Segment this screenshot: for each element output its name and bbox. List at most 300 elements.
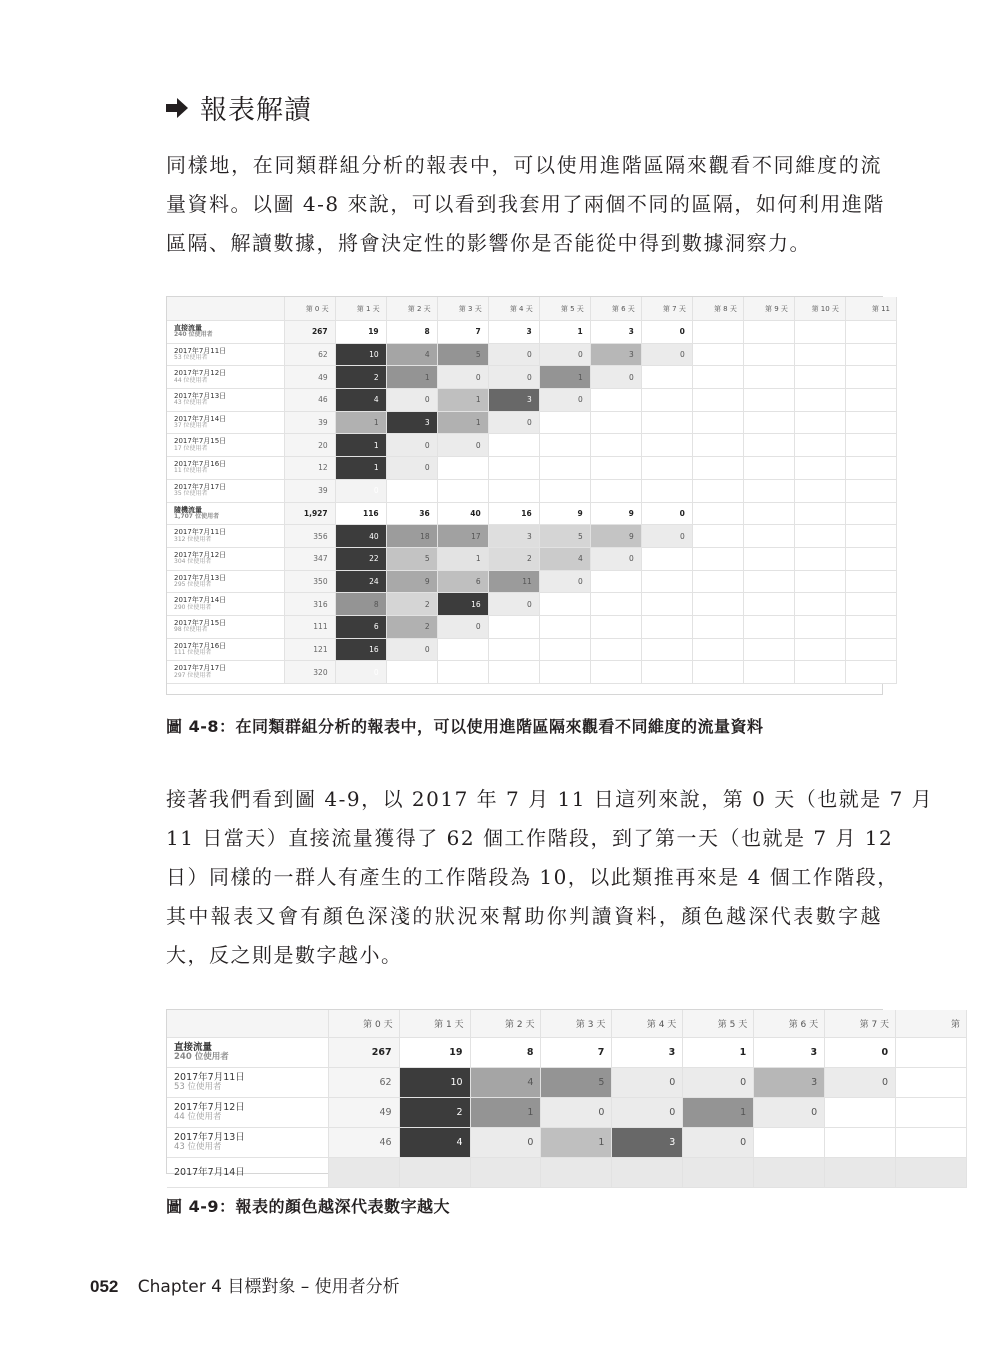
body-line: 11 日當天）直接流量獲得了 62 個工作階段，到了第一天（也就是 7 月 12 [166, 826, 894, 850]
cohort-date-label [167, 570, 284, 593]
cohort-cell: 1 [470, 1098, 541, 1128]
row-label: 2017年7月12日 [174, 550, 227, 559]
cohort-row [167, 343, 897, 366]
cohort-cell [692, 389, 743, 412]
cohort-cell [825, 1158, 896, 1188]
cohort-cell: 5 [539, 525, 590, 548]
cohort-cell [845, 457, 896, 480]
cohort-cell [743, 479, 794, 502]
cohort-row [167, 1068, 967, 1098]
segment-row [167, 1038, 967, 1068]
cohort-cell: 3 [488, 321, 539, 344]
day0-cell: 350 [284, 570, 335, 593]
intro-line: 同樣地，在同類群組分析的報表中，可以使用進階區隔來觀看不同維度的流 [166, 153, 882, 177]
cohort-cell [437, 479, 488, 502]
cohort-cell: 0 [386, 434, 437, 457]
day-header[interactable]: 第 9 天 [743, 297, 794, 321]
cohort-cell [539, 457, 590, 480]
row-sublabel: 43 位使用者 [174, 399, 208, 407]
day-header[interactable]: 第 0 天 [328, 1010, 399, 1038]
cohort-cell [488, 615, 539, 638]
cohort-cell: 0 [641, 321, 692, 344]
day0-cell: 356 [284, 525, 335, 548]
cohort-cell: 1 [539, 321, 590, 344]
cohort-cell [692, 411, 743, 434]
row-sublabel: 11 位使用者 [174, 467, 208, 475]
cohort-cell: 0 [539, 389, 590, 412]
cohort-cell [845, 525, 896, 548]
cohort-cell [845, 615, 896, 638]
cohort-cell: 0 [641, 502, 692, 525]
cohort-cell: 1 [335, 434, 386, 457]
day-header[interactable]: 第 3 天 [541, 1010, 612, 1038]
cohort-cell [488, 434, 539, 457]
body-line: 接著我們看到圖 4-9，以 2017 年 7 月 11 日這列來說，第 0 天（也就是 7 月 [166, 787, 934, 811]
day0-cell: 49 [284, 366, 335, 389]
cohort-row [167, 593, 897, 616]
cohort-cell [845, 411, 896, 434]
cohort-date-label [167, 1068, 328, 1098]
cohort-cell: 0 [641, 343, 692, 366]
cohort-cell [692, 321, 743, 344]
cohort-row [167, 638, 897, 661]
cohort-cell [794, 343, 845, 366]
cohort-cell: 0 [488, 593, 539, 616]
cohort-cell [386, 479, 437, 502]
cohort-cell [437, 661, 488, 684]
cohort-cell [794, 479, 845, 502]
cohort-cell: 0 [335, 479, 386, 502]
body-line: 日）同樣的一群人有產生的工作階段為 10，以此類推再來是 4 個工作階段， [166, 865, 899, 889]
row-label: 2017年7月11日 [174, 528, 227, 537]
cohort-cell [641, 638, 692, 661]
cohort-cell: 0 [683, 1068, 754, 1098]
cohort-cell [692, 593, 743, 616]
row-label: 直接流量 [174, 324, 202, 333]
cohort-cell: 2 [386, 615, 437, 638]
row-sublabel: 43 位使用者 [174, 1142, 222, 1153]
cohort-cell: 0 [612, 1098, 683, 1128]
page-footer [90, 1272, 400, 1297]
cohort-cell: 3 [612, 1038, 683, 1068]
row-label: 2017年7月12日 [174, 369, 227, 378]
cohort-cell [794, 457, 845, 480]
cohort-cell: 10 [399, 1068, 470, 1098]
row-label: 2017年7月11日 [174, 346, 227, 355]
row-sublabel: 37 位使用者 [174, 422, 208, 430]
cohort-cell: 0 [437, 434, 488, 457]
row-sublabel: 290 位使用者 [174, 603, 212, 611]
cohort-date-label [167, 525, 284, 548]
cohort-cell [743, 615, 794, 638]
cohort-cell: 9 [590, 525, 641, 548]
cohort-cell: 0 [825, 1038, 896, 1068]
row-label: 2017年7月15日 [174, 618, 227, 627]
cohort-row [167, 1128, 967, 1158]
cohort-cell [754, 1128, 825, 1158]
cohort-row [167, 434, 897, 457]
cohort-date-label [167, 457, 284, 480]
chapter-title: Chapter 4 目標對象 – 使用者分析 [137, 1277, 400, 1297]
figure-4-9-caption: 圖 4-9：報表的顏色越深代表數字越大 [166, 1197, 450, 1216]
cohort-date-label [167, 1158, 328, 1188]
cohort-cell [692, 366, 743, 389]
cohort-cell: 0 [488, 411, 539, 434]
cohort-cell: 8 [470, 1038, 541, 1068]
row-label: 2017年7月12日 [174, 1102, 245, 1114]
cohort-cell: 0 [754, 1098, 825, 1128]
cohort-cell [590, 570, 641, 593]
cohort-cell [539, 434, 590, 457]
cohort-cell: 0 [488, 343, 539, 366]
cohort-cell: 4 [470, 1068, 541, 1098]
row-label: 2017年7月13日 [174, 1132, 245, 1144]
cohort-row [167, 615, 897, 638]
cohort-cell: 2 [386, 593, 437, 616]
cohort-row [167, 457, 897, 480]
row-sublabel: 44 位使用者 [174, 1112, 222, 1123]
intro-paragraph [166, 146, 885, 263]
cohort-cell: 40 [335, 525, 386, 548]
row-sublabel: 17 位使用者 [174, 444, 208, 452]
cohort-cell [399, 1158, 470, 1188]
row-label: 2017年7月16日 [174, 460, 227, 469]
cohort-cell: 0 [590, 547, 641, 570]
cohort-cell: 1 [386, 366, 437, 389]
cohort-cell [743, 366, 794, 389]
day-header[interactable]: 第 7 天 [825, 1010, 896, 1038]
cohort-date-label [167, 593, 284, 616]
cohort-cell [641, 547, 692, 570]
cohort-cell [692, 434, 743, 457]
cohort-cell [641, 366, 692, 389]
day0-cell: 46 [328, 1128, 399, 1158]
cohort-cell [590, 434, 641, 457]
cohort-cell [896, 1128, 967, 1158]
cohort-cell [794, 502, 845, 525]
cohort-cell [641, 570, 692, 593]
cohort-cell: 5 [386, 547, 437, 570]
cohort-cell: 19 [399, 1038, 470, 1068]
day-header[interactable]: 第 5 天 [539, 297, 590, 321]
cohort-cell: 0 [641, 525, 692, 548]
cohort-cell [590, 661, 641, 684]
row-label: 2017年7月14日 [174, 1166, 245, 1178]
day0-cell: 62 [284, 343, 335, 366]
day-header[interactable]: 第 0 天 [284, 297, 335, 321]
day0-cell: 20 [284, 434, 335, 457]
cohort-cell: 24 [335, 570, 386, 593]
day0-cell: 62 [328, 1068, 399, 1098]
segment-row [167, 321, 897, 344]
cohort-date-label [167, 343, 284, 366]
cohort-cell: 18 [386, 525, 437, 548]
row-label: 2017年7月13日 [174, 392, 227, 401]
row-label: 2017年7月13日 [174, 573, 227, 582]
cohort-cell [896, 1158, 967, 1188]
cohort-row [167, 366, 897, 389]
day0-cell [328, 1158, 399, 1188]
cohort-cell: 0 [437, 615, 488, 638]
day-header[interactable]: 第 5 天 [683, 1010, 754, 1038]
cohort-cell [641, 389, 692, 412]
day0-cell: 49 [328, 1098, 399, 1128]
day-header[interactable]: 第 7 天 [641, 297, 692, 321]
segment-label [167, 321, 284, 344]
cohort-cell [845, 434, 896, 457]
cohort-cell [692, 570, 743, 593]
cohort-cell: 0 [386, 457, 437, 480]
body-line: 大，反之則是數字越小。 [166, 943, 403, 967]
cohort-table-figure-4-8 [166, 296, 890, 695]
cohort-cell: 0 [488, 366, 539, 389]
cohort-cell [488, 457, 539, 480]
cohort-cell: 7 [541, 1038, 612, 1068]
cohort-cell: 1 [437, 547, 488, 570]
cohort-cell: 0 [386, 638, 437, 661]
cohort-cell: 0 [590, 366, 641, 389]
cohort-cell [794, 389, 845, 412]
day-header[interactable]: 第 4 天 [612, 1010, 683, 1038]
day0-cell: 12 [284, 457, 335, 480]
cohort-cell [845, 502, 896, 525]
cohort-cell [641, 434, 692, 457]
day-header[interactable]: 第 10 天 [794, 297, 845, 321]
cohort-cell [692, 547, 743, 570]
cohort-cell: 6 [437, 570, 488, 593]
cohort-cell [743, 389, 794, 412]
body-paragraph [166, 780, 934, 975]
cohort-cell: 0 [612, 1068, 683, 1098]
header-corner [167, 297, 284, 321]
cohort-date-label [167, 366, 284, 389]
cohort-cell: 1 [683, 1038, 754, 1068]
row-sublabel: 98 位使用者 [174, 626, 208, 634]
cohort-cell: 1 [683, 1098, 754, 1128]
cohort-cell: 2 [399, 1098, 470, 1128]
cohort-cell [641, 615, 692, 638]
cohort-cell [470, 1158, 541, 1188]
cohort-cell [641, 457, 692, 480]
day-header[interactable]: 第 4 天 [488, 297, 539, 321]
cohort-cell: 9 [539, 502, 590, 525]
segment-row [167, 502, 897, 525]
day-header[interactable]: 第 3 天 [437, 297, 488, 321]
cohort-cell [845, 343, 896, 366]
cohort-date-label [167, 1098, 328, 1128]
day0-cell: 320 [284, 661, 335, 684]
cohort-cell [743, 593, 794, 616]
cohort-row [167, 411, 897, 434]
row-label: 2017年7月17日 [174, 664, 227, 673]
row-label: 2017年7月11日 [174, 1072, 245, 1084]
row-label: 隨機流量 [174, 505, 202, 514]
row-label: 2017年7月14日 [174, 596, 227, 605]
cohort-cell: 16 [488, 502, 539, 525]
cohort-cell [539, 479, 590, 502]
cohort-cell: 10 [335, 343, 386, 366]
cohort-cell: 0 [825, 1068, 896, 1098]
cohort-cell: 3 [488, 389, 539, 412]
day0-cell: 39 [284, 411, 335, 434]
cohort-cell [845, 661, 896, 684]
header-corner [167, 1010, 328, 1038]
cohort-cell: 0 [335, 661, 386, 684]
cohort-cell: 22 [335, 547, 386, 570]
cohort-cell [641, 661, 692, 684]
cohort-cell: 1 [437, 411, 488, 434]
day0-cell: 46 [284, 389, 335, 412]
cohort-cell [539, 593, 590, 616]
cohort-cell [641, 479, 692, 502]
cohort-cell: 1 [437, 389, 488, 412]
figure-4-8-caption: 圖 4-8：在同類群組分析的報表中，可以使用進階區隔來觀看不同維度的流量資料 [166, 717, 764, 736]
cohort-cell: 3 [754, 1038, 825, 1068]
cohort-cell [743, 525, 794, 548]
day-header[interactable]: 第 2 天 [386, 297, 437, 321]
cohort-row [167, 570, 897, 593]
cohort-cell [896, 1068, 967, 1098]
cohort-cell [590, 593, 641, 616]
table-header-row [167, 297, 897, 321]
day-header[interactable]: 第 2 天 [470, 1010, 541, 1038]
cohort-cell [488, 479, 539, 502]
cohort-cell: 2 [488, 547, 539, 570]
cohort-cell: 1 [335, 411, 386, 434]
row-sublabel: 35 位使用者 [174, 490, 208, 498]
cohort-date-label [167, 1128, 328, 1158]
cohort-cell [743, 343, 794, 366]
cohort-cell [488, 661, 539, 684]
cohort-cell: 1 [335, 457, 386, 480]
intro-line: 區隔、解讀數據，將會決定性的影響你是否能從中得到數據洞察力。 [166, 231, 811, 255]
day-header[interactable]: 第 6 天 [590, 297, 641, 321]
cohort-cell [437, 457, 488, 480]
cohort-cell [692, 615, 743, 638]
cohort-cell [612, 1158, 683, 1188]
cohort-cell: 1 [539, 366, 590, 389]
cohort-cell [692, 502, 743, 525]
cohort-cell: 4 [399, 1128, 470, 1158]
cohort-cell [896, 1098, 967, 1128]
cohort-cell [539, 411, 590, 434]
cohort-cell: 3 [612, 1128, 683, 1158]
row-sublabel: 53 位使用者 [174, 1082, 222, 1093]
cohort-cell [743, 502, 794, 525]
day-header[interactable]: 第 1 天 [399, 1010, 470, 1038]
cohort-date-label [167, 638, 284, 661]
cohort-cell [692, 638, 743, 661]
row-sublabel: 240 位使用者 [174, 1052, 229, 1063]
arrow-right-icon [164, 95, 190, 121]
cohort-date-label [167, 547, 284, 570]
cohort-cell [845, 479, 896, 502]
cohort-cell: 0 [683, 1128, 754, 1158]
cohort-cell: 11 [488, 570, 539, 593]
cohort-cell [794, 661, 845, 684]
cohort-cell [437, 638, 488, 661]
cohort-cell [541, 1158, 612, 1188]
row-sublabel: 304 位使用者 [174, 558, 212, 566]
intro-line: 量資料。以圖 4-8 來說，可以看到我套用了兩個不同的區隔，如何利用進階 [166, 192, 885, 216]
cohort-cell: 0 [541, 1098, 612, 1128]
cohort-date-label [167, 479, 284, 502]
cohort-cell [683, 1158, 754, 1188]
cohort-cell [692, 457, 743, 480]
cohort-cell [794, 593, 845, 616]
cohort-cell [794, 570, 845, 593]
cohort-cell [743, 321, 794, 344]
cohort-cell [692, 343, 743, 366]
cohort-cell [825, 1098, 896, 1128]
cohort-row [167, 661, 897, 684]
cohort-cell: 3 [754, 1068, 825, 1098]
cohort-cell: 5 [541, 1068, 612, 1098]
cohort-cell [590, 638, 641, 661]
row-sublabel: 312 位使用者 [174, 535, 212, 543]
cohort-row [167, 1098, 967, 1128]
cohort-date-label [167, 389, 284, 412]
cohort-cell [794, 615, 845, 638]
day-header[interactable]: 第 1 天 [335, 297, 386, 321]
row-sublabel: 240 位使用者 [174, 331, 213, 339]
day0-cell: 347 [284, 547, 335, 570]
day0-cell: 39 [284, 479, 335, 502]
cohort-cell: 0 [437, 366, 488, 389]
cohort-cell: 9 [590, 502, 641, 525]
day-header[interactable]: 第 11 [845, 297, 896, 321]
page-number: 052 [90, 1277, 119, 1296]
row-sublabel: 44 位使用者 [174, 376, 208, 384]
cohort-cell [743, 638, 794, 661]
cohort-cell [794, 638, 845, 661]
cohort-cell [845, 321, 896, 344]
cohort-cell [692, 479, 743, 502]
cohort-cell: 3 [488, 525, 539, 548]
cohort-cell [845, 593, 896, 616]
cohort-cell: 0 [539, 570, 590, 593]
cohort-cell [845, 570, 896, 593]
cohort-cell [590, 615, 641, 638]
cohort-cell [754, 1158, 825, 1188]
cohort-cell: 3 [590, 343, 641, 366]
cohort-cell [641, 411, 692, 434]
row-sublabel: 111 位使用者 [174, 648, 212, 656]
day-header[interactable]: 第 [896, 1010, 967, 1038]
day-header[interactable]: 第 8 天 [692, 297, 743, 321]
cohort-cell: 116 [335, 502, 386, 525]
section-title: 報表解讀 [200, 95, 312, 126]
cohort-cell: 4 [335, 389, 386, 412]
segment-label [167, 1038, 328, 1068]
cohort-cell [386, 661, 437, 684]
cohort-row [167, 479, 897, 502]
day-header[interactable]: 第 6 天 [754, 1010, 825, 1038]
table-header-row [167, 1010, 967, 1038]
cohort-date-label [167, 411, 284, 434]
cohort-date-label [167, 661, 284, 684]
cohort-cell: 17 [437, 525, 488, 548]
cohort-cell: 5 [437, 343, 488, 366]
cohort-cell [845, 638, 896, 661]
cohort-cell [590, 479, 641, 502]
cohort-cell: 36 [386, 502, 437, 525]
cohort-cell [794, 525, 845, 548]
cohort-cell: 1 [541, 1128, 612, 1158]
cohort-cell [590, 411, 641, 434]
cohort-cell: 4 [386, 343, 437, 366]
day0-cell: 316 [284, 593, 335, 616]
